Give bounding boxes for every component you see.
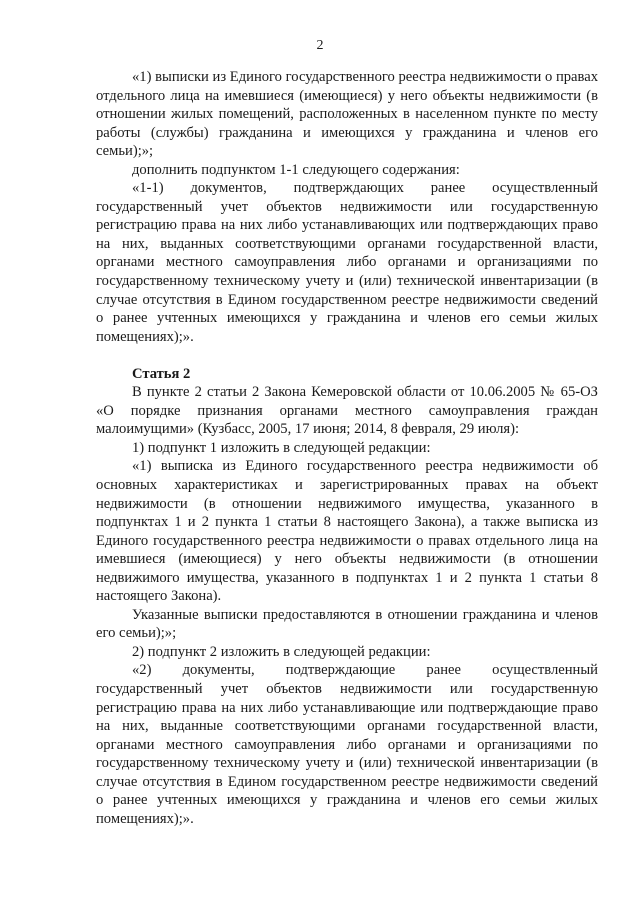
article-2-heading: Статья 2 xyxy=(132,365,191,382)
paragraph-extract-rights: «1) выписки из Единого государственного реестра недвижимости о правах отдельного лица на имевшиеся (имеющиеся) у него объекты недвижимости (в отношении жилых помещений, расположенных в населенном пункте по месту работы (службы) гражданина и имеющихся у гражданина и членов его семьи);»; xyxy=(96,69,598,160)
paragraph-subpoint-2-text: «2) документы, подтверждающие ранее осуществленный государственный учет объектов недвижимости или государственную регистрацию права на них либо устанавливающие или подтверждающие право на них, выданные соответствующими органами государственной власти, органами местного самоуправления либо органами и организациями по государственному техническому учету и (или) технической инвентаризации (в случае отсутствия в Едином государственном реестре недвижимости сведений о ранее учтенных имеющихся у гражданина и членов его семьи жилых помещениях);». xyxy=(96,662,598,827)
paragraph-subpoint-1-1: «1-1) документов, подтверждающих ранее осуществленный государственный учет объектов недвижимости или государственную регистрацию права на них либо устанавливающих или подтверждающих право на них, выданных соответствующими органами государственной власти, органами местного самоуправления либо органами и организациями по государственному техническому учету и (или) технической инвентаризации (в случае отсутствия в Едином государственном реестре недвижимости сведений о ранее учтенных имеющихся у гражданина и членов его семьи жилых помещениях);». xyxy=(96,180,598,345)
paragraph-subpoint-1-instruction: 1) подпункт 1 изложить в следующей редакции: xyxy=(132,439,431,456)
paragraph-subpoint-2-instruction: 2) подпункт 2 изложить в следующей редакции: xyxy=(132,643,431,660)
paragraph-add-subpoint: дополнить подпунктом 1-1 следующего содержания: xyxy=(132,161,460,178)
page-number: 2 xyxy=(316,38,324,53)
paragraph-article-2-intro: В пункте 2 статьи 2 Закона Кемеровской области от 10.06.2005 № 65-ОЗ «О порядке признания органами местного самоуправления граждан малоимущими» (Кузбасс, 2005, 17 июня; 2014, 8 февраля, 29 июля): xyxy=(96,384,598,438)
document-body xyxy=(96,68,598,828)
paragraph-subpoint-1-text: «1) выписка из Единого государственного реестра недвижимости об основных характеристиках и зарегистрированных правах на объект недвижимости (в отношении недвижимого имущества, указанного в подпунктах 1 и 2 пункта 1 статьи 8 настоящего Закона), а также выписка из Единого государственного реестра недвижимости о правах отдельного лица на имевшиеся (имеющиеся) у него объекты недвижимости (в отношении недвижимого имущества, указанного в подпунктах 1 и 2 пункта 1 статьи 8 настоящего Закона). xyxy=(96,458,598,605)
paragraph-extracts-provided: Указанные выписки предоставляются в отношении гражданина и членов его семьи);»; xyxy=(96,606,598,642)
